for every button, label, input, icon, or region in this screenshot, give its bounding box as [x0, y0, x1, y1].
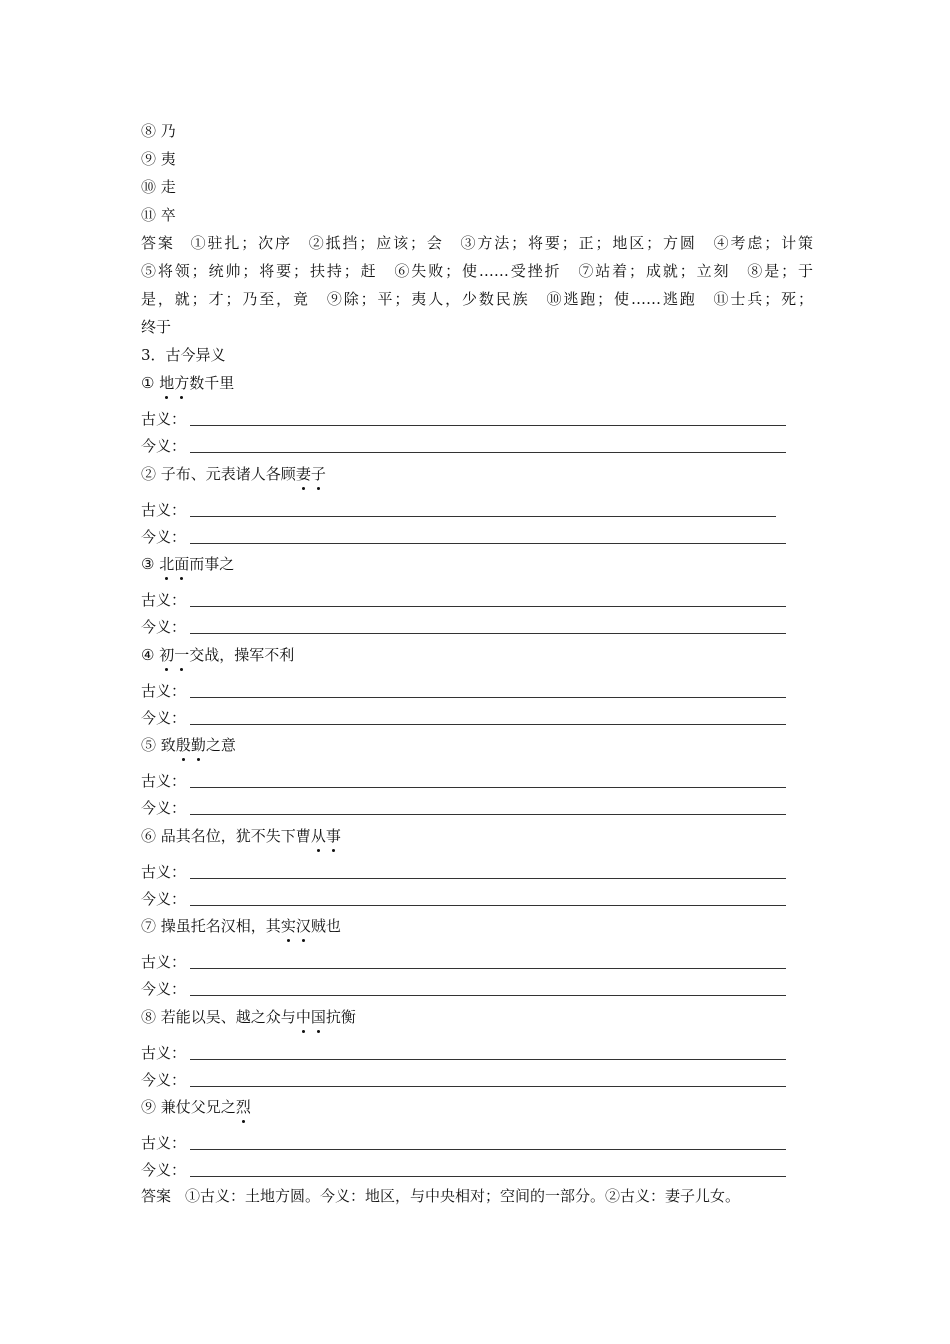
- modern-meaning-row: [141, 979, 186, 999]
- emphasis-dot-char: 中: [295, 1008, 311, 1026]
- modern-meaning-blank[interactable]: [190, 814, 786, 815]
- item-number: ①: [141, 374, 155, 392]
- emphasized-term: [296, 465, 326, 483]
- vocab-item: ⑨ 夷: [141, 150, 176, 168]
- emphasis-dot-char: 妻: [295, 465, 311, 483]
- answer-text: ①古义：土地方圆。今义：地区，与中央相对；空间的一部分。②古义：妻子儿女。: [185, 1187, 741, 1205]
- question-item: [141, 1007, 356, 1027]
- modern-meaning-label: 今义：: [141, 709, 187, 727]
- emphasized-term: [236, 1098, 251, 1116]
- ancient-meaning-row: [141, 952, 186, 972]
- emphasized-term: [281, 917, 311, 935]
- question-item: [141, 645, 294, 665]
- item-number: ②: [141, 465, 157, 483]
- modern-meaning-row: [141, 798, 186, 818]
- item-number: ④: [141, 646, 155, 664]
- ancient-meaning-row: [141, 681, 186, 701]
- emphasis-dot-char: 从: [310, 827, 326, 845]
- ancient-meaning-blank[interactable]: [190, 697, 786, 698]
- answer-line: 是，就；才；乃至，竟 ⑨除；平；夷人，少数民族 ⑩逃跑；使……逃跑 ⑪士兵；死；: [141, 290, 813, 308]
- vocab-item: ⑩ 走: [141, 178, 176, 196]
- ancient-meaning-row: [141, 771, 186, 791]
- item-text-after: 交战，操军不利: [189, 646, 295, 664]
- modern-meaning-blank[interactable]: [190, 1176, 786, 1177]
- emphasized-term: [159, 374, 189, 392]
- modern-meaning-row: [141, 1160, 186, 1180]
- modern-meaning-blank[interactable]: [190, 543, 786, 544]
- ancient-meaning-row: [141, 590, 186, 610]
- ancient-meaning-label: 古义：: [141, 591, 187, 609]
- item-text-before: 致: [160, 736, 176, 754]
- ancient-meaning-label: 古义：: [141, 953, 187, 971]
- ancient-meaning-label: 古义：: [141, 501, 187, 519]
- ancient-meaning-label: 古义：: [141, 682, 187, 700]
- ancient-meaning-label: 古义：: [141, 863, 187, 881]
- emphasis-dot-char: 汉: [295, 917, 311, 935]
- answer-line: [141, 233, 813, 253]
- item-text-after: 数千里: [189, 374, 235, 392]
- ancient-meaning-label: 古义：: [141, 1044, 187, 1062]
- emphasized-term: [176, 736, 206, 754]
- ancient-meaning-blank[interactable]: [190, 425, 786, 426]
- ancient-meaning-blank[interactable]: [190, 1149, 786, 1150]
- emphasis-dot-char: 殷: [175, 736, 191, 754]
- question-item: [141, 464, 326, 484]
- emphasis-dot-char: 地: [159, 374, 175, 392]
- item-number: ⑦: [141, 917, 157, 935]
- emphasis-dot-char: 国: [310, 1008, 326, 1026]
- answer-line: ⑤将领；统帅；将要；扶持；赶 ⑥失败；使……受挫折 ⑦站着；成就；立刻 ⑧是；于: [141, 262, 813, 280]
- item-text-before: 若能以吴、越之众与: [160, 1008, 296, 1026]
- ancient-meaning-row: [141, 1133, 186, 1153]
- emphasis-dot-char: 初: [159, 646, 175, 664]
- modern-meaning-blank[interactable]: [190, 905, 786, 906]
- answer-line: [141, 1186, 740, 1206]
- item-text-before: 兼仗父兄之: [160, 1098, 236, 1116]
- emphasis-dot-char: 方: [174, 374, 190, 392]
- item-text-before: 品其名位，犹不失下曹: [160, 827, 311, 845]
- item-number: ⑧: [141, 1008, 157, 1026]
- modern-meaning-label: 今义：: [141, 528, 187, 546]
- modern-meaning-blank[interactable]: [190, 1086, 786, 1087]
- emphasized-term: [159, 555, 189, 573]
- emphasis-dot-char: 事: [325, 827, 341, 845]
- modern-meaning-row: [141, 436, 186, 456]
- modern-meaning-blank[interactable]: [190, 995, 786, 996]
- ancient-meaning-label: 古义：: [141, 772, 187, 790]
- vocab-item: ⑪ 卒: [141, 206, 176, 224]
- modern-meaning-label: 今义：: [141, 799, 187, 817]
- answer-text: ①驻扎；次序 ②抵挡；应该；会 ③方法；将要；正；地区；方圆 ④考虑；计策: [188, 234, 813, 252]
- question-item: [141, 916, 341, 936]
- modern-meaning-blank[interactable]: [190, 633, 786, 634]
- section-title: 3．古今异义: [141, 346, 226, 364]
- item-number: ⑨: [141, 1098, 157, 1116]
- modern-meaning-blank[interactable]: [190, 452, 786, 453]
- modern-meaning-row: [141, 617, 186, 637]
- modern-meaning-row: [141, 527, 186, 547]
- emphasis-dot-char: 勤: [190, 736, 206, 754]
- modern-meaning-row: [141, 889, 186, 909]
- answer-label: 答案: [141, 1187, 172, 1205]
- item-number: ③: [141, 555, 155, 573]
- question-item: [141, 735, 236, 755]
- item-number: ⑤: [141, 736, 157, 754]
- question-item: [141, 1097, 251, 1117]
- emphasized-term: [159, 646, 189, 664]
- modern-meaning-label: 今义：: [141, 437, 187, 455]
- modern-meaning-label: 今义：: [141, 890, 187, 908]
- ancient-meaning-row: [141, 409, 186, 429]
- ancient-meaning-row: [141, 500, 186, 520]
- ancient-meaning-row: [141, 862, 186, 882]
- vocab-item: ⑧ 乃: [141, 122, 176, 140]
- ancient-meaning-label: 古义：: [141, 410, 187, 428]
- question-item: [141, 373, 234, 393]
- emphasis-dot-char: 烈: [235, 1098, 251, 1116]
- item-text-after: 之意: [205, 736, 236, 754]
- ancient-meaning-blank[interactable]: [190, 606, 786, 607]
- ancient-meaning-label: 古义：: [141, 1134, 187, 1152]
- emphasized-term: [311, 827, 341, 845]
- answer-line: 终于: [141, 318, 172, 336]
- modern-meaning-label: 今义：: [141, 618, 187, 636]
- modern-meaning-row: [141, 708, 186, 728]
- emphasis-dot-char: 实: [280, 917, 296, 935]
- question-item: [141, 826, 341, 846]
- modern-meaning-row: [141, 1070, 186, 1090]
- item-text-before: 操虽托名汉相，其: [160, 917, 281, 935]
- modern-meaning-label: 今义：: [141, 980, 187, 998]
- emphasis-dot-char: 北: [159, 555, 175, 573]
- ancient-meaning-blank[interactable]: [190, 516, 776, 517]
- ancient-meaning-blank[interactable]: [190, 878, 786, 879]
- ancient-meaning-blank[interactable]: [190, 787, 786, 788]
- answer-label: 答案: [141, 234, 175, 252]
- emphasis-dot-char: 一: [174, 646, 190, 664]
- item-text-after: 而事之: [189, 555, 235, 573]
- emphasized-term: [296, 1008, 326, 1026]
- modern-meaning-blank[interactable]: [190, 724, 786, 725]
- ancient-meaning-row: [141, 1043, 186, 1063]
- item-number: ⑥: [141, 827, 157, 845]
- modern-meaning-label: 今义：: [141, 1161, 187, 1179]
- emphasis-dot-char: 子: [310, 465, 326, 483]
- modern-meaning-label: 今义：: [141, 1071, 187, 1089]
- item-text-after: 贼也: [310, 917, 341, 935]
- item-text-before: 子布、元表诸人各顾: [160, 465, 296, 483]
- item-text-after: 抗衡: [325, 1008, 356, 1026]
- ancient-meaning-blank[interactable]: [190, 1059, 786, 1060]
- ancient-meaning-blank[interactable]: [190, 968, 786, 969]
- question-item: [141, 554, 234, 574]
- emphasis-dot-char: 面: [174, 555, 190, 573]
